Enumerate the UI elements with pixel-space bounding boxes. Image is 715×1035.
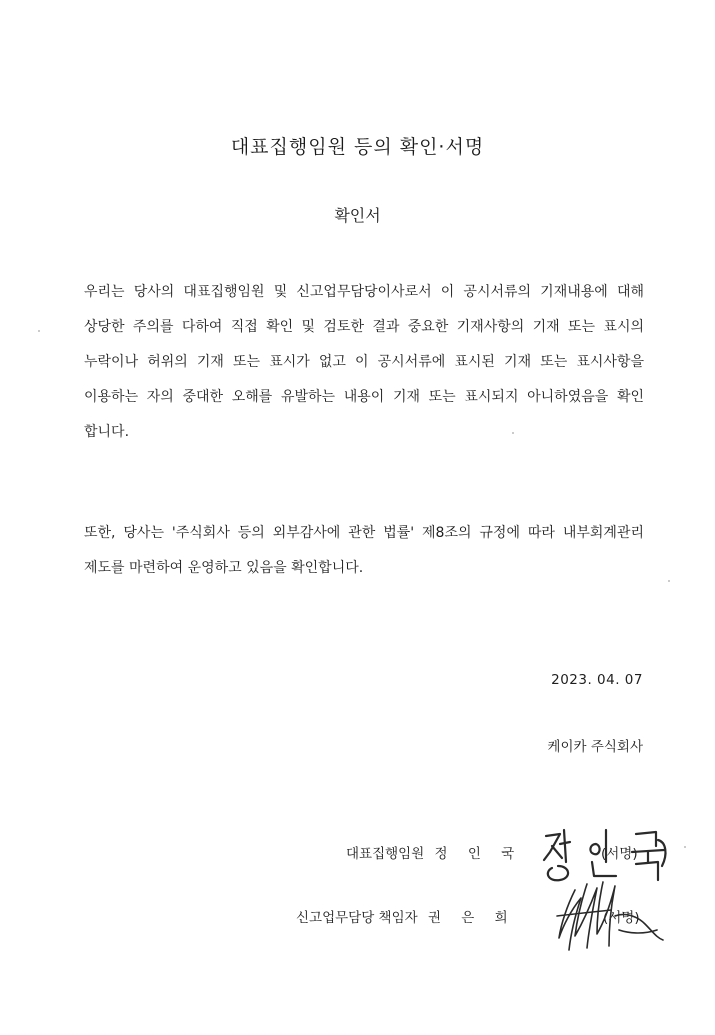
internal-control-paragraph [84,516,644,586]
paragraph-line: 제도를 마련하여 운영하고 있음을 확인합니다. [84,560,364,576]
page-subtitle: 확인서 [334,206,381,225]
paragraph-line: 우리는 당사의 대표집행임원 및 신고업무담당이사로서 이 공시서류의 기재내용에 대해 [84,284,644,300]
paragraph-line: 또한, 당사는 '주식회사 등의 외부감사에 관한 법률' 제8조의 규정에 따라 내부회계관리 [84,525,644,541]
signer-row-ceo [346,842,522,862]
scan-speck [668,580,670,582]
paragraph-line: 상당한 주의를 다하여 직접 확인 및 검토한 결과 중요한 기재사항의 기재 또는 표시의 [84,319,644,335]
paragraph-line: 이용하는 자의 중대한 오해를 유발하는 내용이 기재 또는 표시되지 아니하였음을 확인 [84,389,644,405]
paragraph-line: 누락이나 허위의 기재 또는 표시가 없고 이 공시서류에 표시된 기재 또는 표시사항을 [84,354,644,370]
scan-speck [512,432,514,434]
page-title: 대표집행임원 등의 확인·서명 [230,136,485,158]
company-name: 케이카 주식회사 [547,739,643,755]
signer-row-disclosure-officer [296,906,516,926]
confirmation-paragraph [84,275,644,450]
document-date: 2023. 04. 07 [551,672,643,688]
signer-name: 정 인 국 [434,846,523,862]
scan-speck [38,330,40,332]
signature-label: (서명) [603,910,640,926]
scan-speck [684,846,686,848]
signer-name: 권 은 희 [427,910,516,926]
signer-role: 대표집행임원 [346,846,425,862]
signature-label: (서명) [601,846,638,862]
paragraph-line: 합니다. [84,424,130,440]
signer-role: 신고업무담당 책임자 [296,910,418,926]
